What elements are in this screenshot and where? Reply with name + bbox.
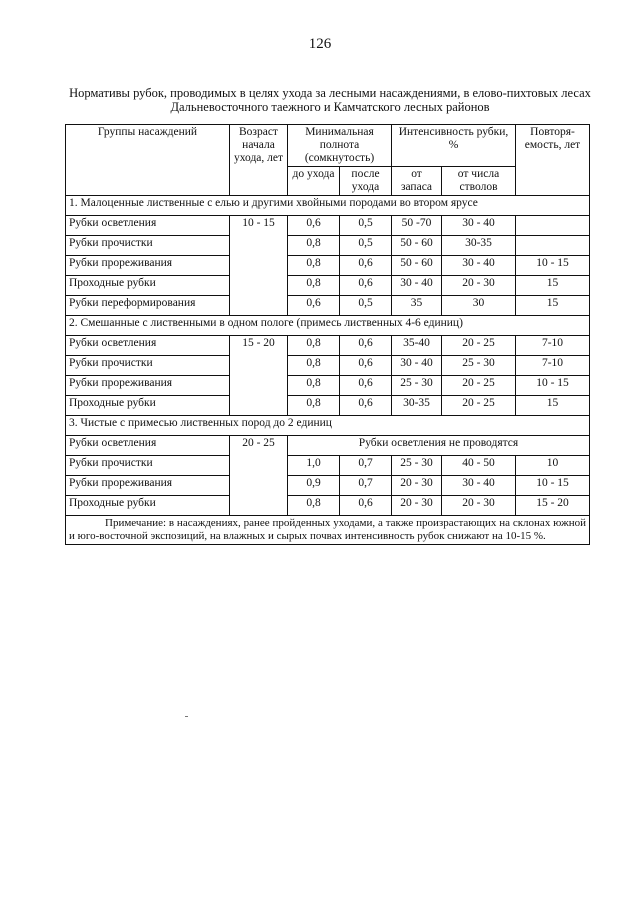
density-after: 0,6 xyxy=(340,336,392,356)
row-name: Рубки осветления xyxy=(66,216,230,236)
row-name: Проходные рубки xyxy=(66,276,230,296)
intensity-stock: 50 - 60 xyxy=(392,256,442,276)
intensity-trunks: 40 - 50 xyxy=(442,456,516,476)
repeat-value xyxy=(516,236,590,256)
table-row xyxy=(66,336,590,356)
header-repeat: Повторя-емость, лет xyxy=(516,125,590,196)
section-title: 3. Чистые с примесью лиственных пород до 2 единиц xyxy=(66,416,590,436)
intensity-stock: 30-35 xyxy=(392,396,442,416)
intensity-trunks: 20 - 25 xyxy=(442,336,516,356)
intensity-stock: 20 - 30 xyxy=(392,476,442,496)
intensity-stock: 35 xyxy=(392,296,442,316)
table-body xyxy=(66,196,590,545)
intensity-trunks: 20 - 30 xyxy=(442,496,516,516)
density-after: 0,5 xyxy=(340,216,392,236)
intensity-trunks: 25 - 30 xyxy=(442,356,516,376)
density-after: 0,6 xyxy=(340,496,392,516)
table-title xyxy=(60,86,600,114)
note-text: Примечание: в насаждениях, ранее пройденных уходами, а также произрастающих на склонах южной и юго-восточной экспозиций, на влажных и сырых почвах интенсивность рубок снижают на 10-15 %. xyxy=(69,517,586,542)
row-name: Рубки прореживания xyxy=(66,376,230,396)
section-title: 1. Малоценные лиственные с елью и другими хвойными породами во втором ярусе xyxy=(66,196,590,216)
row-name: Рубки прореживания xyxy=(66,256,230,276)
intensity-trunks: 30 - 40 xyxy=(442,476,516,496)
intensity-trunks: 30 xyxy=(442,296,516,316)
intensity-trunks: 30 - 40 xyxy=(442,256,516,276)
section-age: 15 - 20 xyxy=(230,336,288,416)
density-before: 0,8 xyxy=(288,496,340,516)
density-after: 0,5 xyxy=(340,296,392,316)
row-name: Рубки переформирования xyxy=(66,296,230,316)
row-name: Рубки прочистки xyxy=(66,456,230,476)
table-row xyxy=(66,436,590,456)
density-before: 0,6 xyxy=(288,216,340,236)
page-speck xyxy=(185,716,188,717)
table-title-line-2: Дальневосточного таежного и Камчатского лесных районов xyxy=(170,100,490,114)
table-row xyxy=(66,256,590,276)
repeat-value: 15 xyxy=(516,276,590,296)
page-number: 126 xyxy=(308,36,332,52)
density-after: 0,6 xyxy=(340,276,392,296)
repeat-value: 10 - 15 xyxy=(516,256,590,276)
density-before: 0,8 xyxy=(288,236,340,256)
table-note xyxy=(66,516,590,545)
intensity-stock: 20 - 30 xyxy=(392,496,442,516)
density-after: 0,7 xyxy=(340,476,392,496)
table-row xyxy=(66,236,590,256)
repeat-value: 15 xyxy=(516,396,590,416)
intensity-stock: 35-40 xyxy=(392,336,442,356)
header-from-stock: от запаса xyxy=(392,167,442,196)
intensity-stock: 30 - 40 xyxy=(392,276,442,296)
table-row xyxy=(66,456,590,476)
section-age: 10 - 15 xyxy=(230,216,288,316)
repeat-value xyxy=(516,216,590,236)
repeat-value: 15 - 20 xyxy=(516,496,590,516)
header-intensity: Интенсивность рубки, % xyxy=(392,125,516,167)
intensity-stock: 50 - 60 xyxy=(392,236,442,256)
header-before: до ухода xyxy=(288,167,340,196)
row-name: Рубки прореживания xyxy=(66,476,230,496)
intensity-trunks: 30 - 40 xyxy=(442,216,516,236)
density-after: 0,5 xyxy=(340,236,392,256)
density-after: 0,7 xyxy=(340,456,392,476)
header-after: после ухода xyxy=(340,167,392,196)
density-before: 0,8 xyxy=(288,356,340,376)
density-after: 0,6 xyxy=(340,256,392,276)
density-before: 0,9 xyxy=(288,476,340,496)
intensity-stock: 25 - 30 xyxy=(392,376,442,396)
intensity-stock: 25 - 30 xyxy=(392,456,442,476)
density-after: 0,6 xyxy=(340,376,392,396)
repeat-value: 7-10 xyxy=(516,336,590,356)
table-row xyxy=(66,376,590,396)
header-age: Возраст начала ухода, лет xyxy=(230,125,288,196)
density-before: 0,8 xyxy=(288,376,340,396)
table-title-line-1: Нормативы рубок, проводимых в целях ухода за лесными насаждениями, в елово-пихтовых лесах xyxy=(69,86,591,100)
row-name: Рубки осветления xyxy=(66,436,230,456)
intensity-trunks: 20 - 30 xyxy=(442,276,516,296)
no-clearing-note: Рубки осветления не проводятся xyxy=(288,436,590,456)
repeat-value: 7-10 xyxy=(516,356,590,376)
row-name: Рубки прочистки xyxy=(66,236,230,256)
table-row xyxy=(66,276,590,296)
intensity-trunks: 20 - 25 xyxy=(442,396,516,416)
density-before: 0,8 xyxy=(288,256,340,276)
density-before: 0,8 xyxy=(288,336,340,356)
row-name: Рубки прочистки xyxy=(66,356,230,376)
intensity-stock: 50 -70 xyxy=(392,216,442,236)
table-row xyxy=(66,216,590,236)
density-before: 1,0 xyxy=(288,456,340,476)
density-before: 0,8 xyxy=(288,276,340,296)
section-title: 2. Смешанные с лиственными в одном пологе (примесь лиственных 4-6 единиц) xyxy=(66,316,590,336)
repeat-value: 10 - 15 xyxy=(516,376,590,396)
repeat-value: 10 xyxy=(516,456,590,476)
repeat-value: 15 xyxy=(516,296,590,316)
intensity-trunks: 30-35 xyxy=(442,236,516,256)
density-after: 0,6 xyxy=(340,396,392,416)
header-from-trunks: от числа стволов xyxy=(442,167,516,196)
row-name: Рубки осветления xyxy=(66,336,230,356)
row-name: Проходные рубки xyxy=(66,496,230,516)
table-row xyxy=(66,396,590,416)
table-row xyxy=(66,476,590,496)
intensity-trunks: 20 - 25 xyxy=(442,376,516,396)
intensity-stock: 30 - 40 xyxy=(392,356,442,376)
norms-table xyxy=(65,124,590,545)
row-name: Проходные рубки xyxy=(66,396,230,416)
section-age: 20 - 25 xyxy=(230,436,288,516)
repeat-value: 10 - 15 xyxy=(516,476,590,496)
density-before: 0,8 xyxy=(288,396,340,416)
table-row xyxy=(66,296,590,316)
table-header xyxy=(66,125,590,196)
table-row xyxy=(66,356,590,376)
header-group: Группы насаждений xyxy=(66,125,230,196)
density-before: 0,6 xyxy=(288,296,340,316)
header-min-density: Минимальная полнота (сомкнутость) xyxy=(288,125,392,167)
table-row xyxy=(66,496,590,516)
density-after: 0,6 xyxy=(340,356,392,376)
